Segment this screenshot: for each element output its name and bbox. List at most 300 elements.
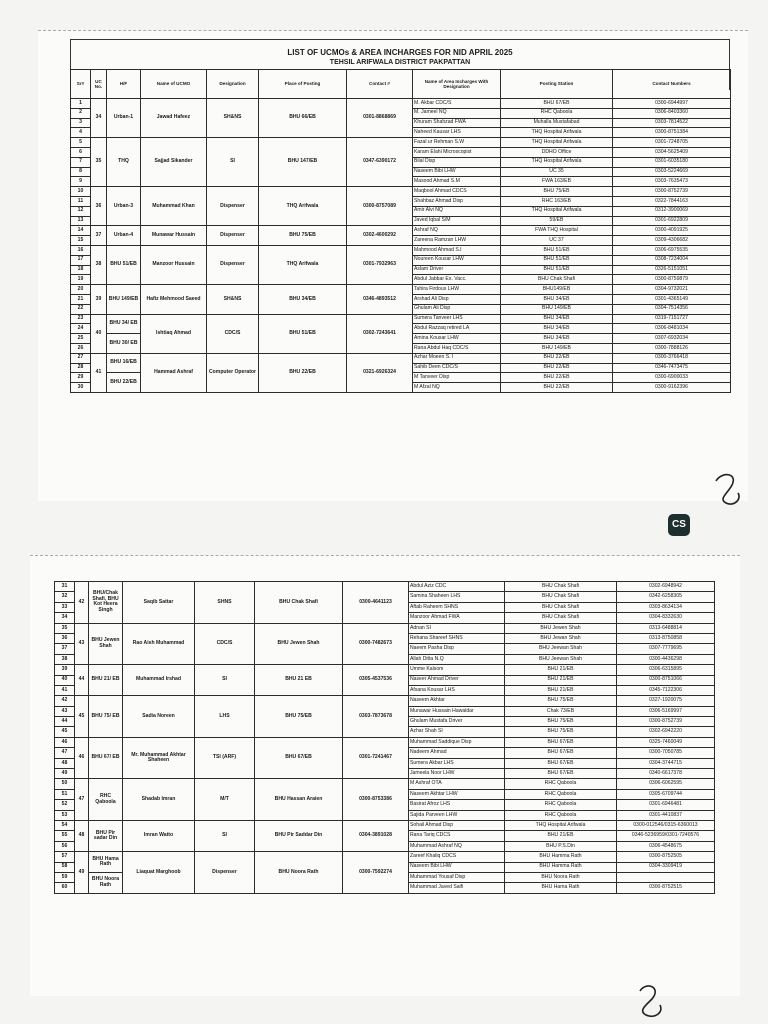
area-incharge-name: Ghulam Ali Disp	[413, 304, 501, 314]
serial-number: 41	[55, 685, 75, 695]
posting-station: BHU Hama Rath	[505, 883, 617, 893]
posting-station: BHU 21/EB	[505, 831, 617, 841]
serial-number: 45	[55, 727, 75, 737]
posting-station: RHC Qaboola	[501, 108, 613, 118]
camscanner-logo: CS	[668, 514, 690, 536]
contact-number: 0300-8752515	[617, 883, 715, 893]
posting-station: THQ Hospital Arifwala	[501, 128, 613, 138]
serial-number: 57	[55, 852, 75, 862]
serial-number: 29	[71, 373, 91, 383]
contact-number: 0326-5151051	[613, 265, 731, 275]
health-facility: BHU 75/ EB	[89, 696, 123, 738]
place-of-posting: BHU 75/EB	[259, 226, 347, 246]
posting-station: BHU 21/EB	[505, 675, 617, 685]
uc-number: 34	[91, 99, 107, 138]
posting-station: BHU Chak Shafi	[501, 275, 613, 285]
uc-number: 36	[91, 187, 107, 226]
contact-number: 0300-8759879	[613, 275, 731, 285]
health-facility: BHU Noora Rath	[89, 872, 123, 893]
ucmo-contact: 0302-4600292	[347, 226, 413, 246]
posting-station: THQ Hospital Arifwala	[505, 820, 617, 830]
serial-number: 38	[55, 654, 75, 664]
area-incharge-name: Rana Tariq CDCS	[409, 831, 505, 841]
scanned-page-1	[38, 30, 748, 501]
area-incharge-name: Aslam Driver	[413, 265, 501, 275]
health-facility: BHU 34/ EB	[107, 314, 141, 334]
serial-number: 11	[71, 196, 91, 206]
area-incharge-name: Afsana Kousar LHS	[409, 685, 505, 695]
area-incharge-name: Masood Ahmad S.M	[413, 177, 501, 187]
area-incharge-name: Samina Shaheen LHS	[409, 592, 505, 602]
posting-station: BHU 34/EB	[501, 324, 613, 334]
serial-number: 39	[55, 665, 75, 675]
posting-station: BHU 67/EB	[505, 769, 617, 779]
column-header: Name of Area Incharges With Designation	[413, 70, 501, 99]
posting-station: DDHO Office	[501, 147, 613, 157]
place-of-posting: BHU 21 EB	[255, 665, 343, 696]
serial-number: 12	[71, 206, 91, 216]
place-of-posting: BHU 75/EB	[255, 696, 343, 738]
area-incharge-name: Ghulam Mustafa Driver	[409, 717, 505, 727]
posting-station: UC 35	[501, 167, 613, 177]
serial-number: 49	[55, 769, 75, 779]
contact-number: 0306-6315895	[617, 665, 715, 675]
table-row	[71, 99, 731, 109]
ucmo-contact: 0300-4641123	[343, 582, 409, 624]
table-row	[55, 852, 715, 862]
contact-number: 0304-7514356	[613, 304, 731, 314]
contact-number: 0303-7814522	[613, 118, 731, 128]
place-of-posting: THQ Arifwala	[259, 245, 347, 284]
serial-number: 21	[71, 294, 91, 304]
contact-number: 0301-4365149	[613, 294, 731, 304]
contact-number: 0300-3766418	[613, 353, 731, 363]
posting-station: BHU 75/EB	[505, 717, 617, 727]
area-incharge-name: Muhammad Saddique Disp	[409, 737, 505, 747]
posting-station: BHU 149/EB	[501, 343, 613, 353]
area-incharge-name: Ashraf NQ	[413, 226, 501, 236]
ucmo-contact: 0347-6390172	[347, 138, 413, 187]
posting-station: RHC 163/EB	[501, 196, 613, 206]
ucmo-designation: SHNS	[195, 582, 255, 624]
ucmo-name: Liaquat Marghoob	[123, 852, 195, 894]
area-incharge-name: Sumera Tanveer LHS	[413, 314, 501, 324]
column-header: UC No.	[91, 70, 107, 99]
ucmo-name: Shadab Imran	[123, 779, 195, 821]
serial-number: 19	[71, 275, 91, 285]
posting-station: THQ Hospital Arifwala	[501, 138, 613, 148]
area-incharge-name: Karam Elahi Microscopist	[413, 147, 501, 157]
health-facility: THQ	[107, 138, 141, 187]
serial-number: 6	[71, 147, 91, 157]
contact-number: 0327-1920075	[617, 696, 715, 706]
posting-station: BHU 22/EB	[501, 363, 613, 373]
ucmo-name: Mr. Muhammad Akhtar Shaheen	[123, 737, 195, 779]
contact-number: 0302-6948942	[617, 582, 715, 592]
health-facility: BHU 30/ EB	[107, 334, 141, 354]
ucmo-designation: Dispenser	[195, 852, 255, 894]
serial-number: 56	[55, 841, 75, 851]
posting-station: BHU Chak Shafi	[505, 613, 617, 623]
serial-number: 2	[71, 108, 91, 118]
posting-station: 59/EB	[501, 216, 613, 226]
contact-number: 0306-8481034	[613, 324, 731, 334]
column-header: Posting Station	[501, 70, 613, 99]
uc-number: 43	[75, 623, 89, 665]
health-facility: BHU 21/ EB	[89, 665, 123, 696]
ucmo-designation: SH&NS	[207, 99, 259, 138]
health-facility: BHU 149/EB	[107, 285, 141, 314]
area-incharge-name: Sahib Deen CDC/S	[413, 363, 501, 373]
contact-number: 0325-7460049	[617, 737, 715, 747]
ucmo-contact: 0301-7932963	[347, 245, 413, 284]
area-incharge-name: Naeem Pasha Disp	[409, 644, 505, 654]
contact-number: 0304-5625409	[613, 147, 731, 157]
scanned-page-2	[30, 555, 740, 996]
table-row	[55, 696, 715, 706]
posting-station: RHC Qaboola	[505, 779, 617, 789]
area-incharge-name: Abdul Razzaq retired LA	[413, 324, 501, 334]
posting-station: BHU 22/EB	[501, 383, 613, 393]
area-incharge-name: Shahbaz Ahmad Disp	[413, 196, 501, 206]
table-row	[71, 187, 731, 197]
ucmo-contact: 0300-7482673	[343, 623, 409, 665]
posting-station: BHU 34/EB	[501, 314, 613, 324]
contact-number: 0304-3744715	[617, 758, 715, 768]
contact-number: 0305-6709744	[617, 789, 715, 799]
serial-number: 5	[71, 138, 91, 148]
contact-number: 0306-6062595	[617, 779, 715, 789]
area-incharge-name: Sumera Akbar LHS	[409, 758, 505, 768]
area-incharge-name: Abdul Aziz CDC	[409, 582, 505, 592]
table-row	[55, 623, 715, 633]
contact-number: 0300-012546/0315-6360013	[617, 820, 715, 830]
area-incharge-name: Jameela Noor LHW	[409, 769, 505, 779]
contact-number: 0300-8751384	[613, 128, 731, 138]
serial-number: 7	[71, 157, 91, 167]
serial-number: 16	[71, 245, 91, 255]
place-of-posting: BHU Noora Rath	[255, 852, 343, 894]
serial-number: 40	[55, 675, 75, 685]
column-header: Name of UCMO	[141, 70, 207, 99]
serial-number: 32	[55, 592, 75, 602]
serial-number: 48	[55, 758, 75, 768]
place-of-posting: BHU Hassan Araien	[255, 779, 343, 821]
area-incharge-name: M. Akbar CDC/S	[413, 99, 501, 109]
area-incharge-name: Umme Kalsom	[409, 665, 505, 675]
health-facility: RHC Qaboola	[89, 779, 123, 821]
uc-number: 37	[91, 226, 107, 246]
area-incharge-name: Naseem Bibi LHW	[413, 167, 501, 177]
document-title: LIST OF UCMOs & AREA INCHARGES FOR NID APRIL 2025	[287, 48, 513, 57]
area-incharge-name: Mahmood Ahmad S.I	[413, 245, 501, 255]
ucmo-designation: Dispenser	[207, 187, 259, 226]
serial-number: 50	[55, 779, 75, 789]
posting-station: BHU 75/EB	[505, 727, 617, 737]
uc-number: 45	[75, 696, 89, 738]
serial-number: 28	[71, 363, 91, 373]
serial-number: 36	[55, 633, 75, 643]
contact-number: 0313-8750858	[617, 633, 715, 643]
place-of-posting: BHU 66/EB	[259, 99, 347, 138]
ucmo-designation: Dispenser	[207, 226, 259, 246]
posting-station: BHU 67/EB	[505, 748, 617, 758]
column-header: Sr#	[71, 70, 91, 99]
contact-number: 0300-9162396	[613, 383, 731, 393]
contact-number: 0300-8752505	[617, 852, 715, 862]
posting-station: BHU Chak Shafi	[505, 602, 617, 612]
contact-number: 0301-4410837	[617, 810, 715, 820]
area-incharge-name: Fazal ur Rehman S.W	[413, 138, 501, 148]
uc-number: 39	[91, 285, 107, 314]
table-row	[55, 779, 715, 789]
contact-number: 0346-7473475	[613, 363, 731, 373]
contact-number: 0300-7050785	[617, 748, 715, 758]
area-incharge-name: Naseem Akhtar	[409, 696, 505, 706]
area-incharge-name: Allah Ditta N.Q	[409, 654, 505, 664]
ucmo-name: Imran Watto	[123, 820, 195, 851]
contact-number: 0307-7779695	[617, 644, 715, 654]
contact-number: 0301-6035180	[613, 157, 731, 167]
uc-number: 35	[91, 138, 107, 187]
area-incharge-name: Rehana Shareef SHNS	[409, 633, 505, 643]
health-facility: BHU Hama Rath	[89, 852, 123, 873]
serial-number: 43	[55, 706, 75, 716]
column-header: H/F	[107, 70, 141, 99]
contact-number: 0304-3309419	[617, 862, 715, 872]
posting-station: BHU 149/EB	[501, 304, 613, 314]
serial-number: 37	[55, 644, 75, 654]
place-of-posting: BHU 67/EB	[255, 737, 343, 779]
table-row	[55, 820, 715, 830]
column-header: Contact #	[347, 70, 413, 99]
contact-number: 0301-7248705	[613, 138, 731, 148]
health-facility: BHU/Chak Shafi, BHU Kot Heera Singh	[89, 582, 123, 624]
serial-number: 20	[71, 285, 91, 295]
ucmo-name: Muhammad Irshad	[123, 665, 195, 696]
uc-number: 42	[75, 582, 89, 624]
column-header: Designation	[207, 70, 259, 99]
table-row	[71, 138, 731, 148]
contact-number: 0346-5236959/0301-7240576	[617, 831, 715, 841]
contact-number: 0306-5169997	[617, 706, 715, 716]
serial-number: 47	[55, 748, 75, 758]
ucmo-contact: 0300-8753386	[343, 779, 409, 821]
posting-station: FWA 163/EB	[501, 177, 613, 187]
table-row	[55, 582, 715, 592]
area-incharge-name: M Ashraf OTA	[409, 779, 505, 789]
area-incharge-name: Munawar Hussain Hawaldar	[409, 706, 505, 716]
posting-station: THQ Hospital Arifwala	[501, 206, 613, 216]
contact-number: 0303-7635473	[613, 177, 731, 187]
area-incharge-name: Naseem Akhtar LHW	[409, 789, 505, 799]
ucmo-designation: SH&NS	[207, 285, 259, 314]
serial-number: 51	[55, 789, 75, 799]
contact-number: 0340-6617378	[617, 769, 715, 779]
serial-number: 4	[71, 128, 91, 138]
posting-station: BHU 51/EB	[501, 255, 613, 265]
serial-number: 60	[55, 883, 75, 893]
serial-number: 8	[71, 167, 91, 177]
ucmo-contact: 0303-7873678	[343, 696, 409, 738]
posting-station: Chak 73/EB	[505, 706, 617, 716]
ucmo-name: Sadia Noreen	[123, 696, 195, 738]
ucmo-contact: 0301-8868869	[347, 99, 413, 138]
area-incharge-name: M Tanveer Disp	[413, 373, 501, 383]
contact-number: 0303-8634134	[617, 602, 715, 612]
ucmo-contact: 0346-4893512	[347, 285, 413, 314]
ucmo-contact: 0305-4537536	[343, 665, 409, 696]
ucmo-name: Muhammad Khan	[141, 187, 207, 226]
ucmo-designation: M/T	[195, 779, 255, 821]
ucmo-name: Rao Aish Muhammad	[123, 623, 195, 665]
ucmo-name: Hafiz Mehmood Saeed	[141, 285, 207, 314]
serial-number: 30	[71, 383, 91, 393]
serial-number: 26	[71, 343, 91, 353]
contact-number: 0307-6932034	[613, 334, 731, 344]
ucmo-table-page-1	[70, 69, 731, 393]
posting-station: BHU 67/EB	[505, 758, 617, 768]
table-row	[71, 314, 731, 324]
posting-station: BHU P.S.Din	[505, 841, 617, 851]
area-incharge-name: Javed Iqbal S/M	[413, 216, 501, 226]
area-incharge-name: Zareef Khaliq CDCS	[409, 852, 505, 862]
posting-station: RHC Qaboola	[505, 800, 617, 810]
posting-station: BHU Jewen Shah	[505, 623, 617, 633]
posting-station: Muhalla Mustafabad	[501, 118, 613, 128]
posting-station: BHU 75/EB	[505, 696, 617, 706]
serial-number: 24	[71, 324, 91, 334]
contact-number: 0306-8403360	[613, 108, 731, 118]
table-row	[71, 285, 731, 295]
posting-station: BHU 34/EB	[501, 294, 613, 304]
ucmo-contact: 0300-7592274	[343, 852, 409, 894]
serial-number: 53	[55, 810, 75, 820]
area-incharge-name: Manzoor Ahmad FWA	[409, 613, 505, 623]
health-facility: BHU 51/EB	[107, 245, 141, 284]
ucmo-contact: 0321-6926324	[347, 353, 413, 392]
posting-station: BHU 51/EB	[501, 265, 613, 275]
contact-number: 0300-4436298	[617, 654, 715, 664]
posting-station: BHU149/EB	[501, 285, 613, 295]
serial-number: 14	[71, 226, 91, 236]
area-incharge-name: Arshad Ali Disp	[413, 294, 501, 304]
serial-number: 3	[71, 118, 91, 128]
contact-number: 0345-7122306	[617, 685, 715, 695]
place-of-posting: BHU 34/EB	[259, 285, 347, 314]
table-row	[55, 737, 715, 747]
ucmo-designation: SI	[195, 820, 255, 851]
serial-number: 33	[55, 602, 75, 612]
contact-number: 0302-6942220	[617, 727, 715, 737]
contact-number: 0319-7151727	[613, 314, 731, 324]
area-incharge-name: M. Jameel NQ	[413, 108, 501, 118]
document-subtitle: TEHSIL ARIFWALA DISTRICT PAKPATTAN	[329, 59, 471, 66]
serial-number: 1	[71, 99, 91, 109]
area-incharge-name: Rana Abdul Haq CDC/S	[413, 343, 501, 353]
area-incharge-name: Naheed Kausar LHS	[413, 128, 501, 138]
signature-mark	[708, 469, 748, 509]
serial-number: 58	[55, 862, 75, 872]
uc-number: 47	[75, 779, 89, 821]
serial-number: 10	[71, 187, 91, 197]
serial-number: 34	[55, 613, 75, 623]
ucmo-table-page-2	[54, 581, 715, 894]
uc-number: 40	[91, 314, 107, 353]
contact-number: 0303-5224669	[613, 167, 731, 177]
area-incharge-name: Noureen Kousar LHW	[413, 255, 501, 265]
serial-number: 35	[55, 623, 75, 633]
place-of-posting: BHU Jewen Shah	[255, 623, 343, 665]
ucmo-name: Ishtiaq Ahmad	[141, 314, 207, 353]
area-incharge-name: Tahira Firdous LHW	[413, 285, 501, 295]
place-of-posting: BHU Pir Saddar Din	[255, 820, 343, 851]
posting-station: BHU 21/EB	[505, 685, 617, 695]
area-incharge-name: Azhar Shah SI	[409, 727, 505, 737]
area-incharge-name: Amina Kousar LHW	[413, 334, 501, 344]
area-incharge-name: Naseem Bibi LHW	[409, 862, 505, 872]
contact-number: 0313-6488814	[617, 623, 715, 633]
ucmo-designation: Dispenser	[207, 245, 259, 284]
ucmo-designation: SI	[195, 665, 255, 696]
health-facility: BHU Pir sadar Din	[89, 820, 123, 851]
contact-number: 0301-6922809	[613, 216, 731, 226]
contact-number: 0306-4548675	[617, 841, 715, 851]
signature-mark	[630, 981, 670, 1021]
table-row	[71, 226, 731, 236]
posting-station: BHU 21/EB	[505, 665, 617, 675]
serial-number: 23	[71, 314, 91, 324]
contact-number: 0322-7844163	[613, 196, 731, 206]
contact-number	[617, 872, 715, 882]
serial-number: 18	[71, 265, 91, 275]
health-facility: BHU 22/EB	[107, 373, 141, 393]
place-of-posting: THQ Arifwala	[259, 187, 347, 226]
health-facility: Urban-4	[107, 226, 141, 246]
serial-number: 9	[71, 177, 91, 187]
ucmo-contact: 0304-3891028	[343, 820, 409, 851]
posting-station: BHU Hamma Rath	[505, 862, 617, 872]
contact-number: 0304-8332630	[617, 613, 715, 623]
place-of-posting: BHU 51/EB	[259, 314, 347, 353]
area-incharge-name: Azhar Moeen S. I	[413, 353, 501, 363]
serial-number: 52	[55, 800, 75, 810]
ucmo-name: Jawad Hafeez	[141, 99, 207, 138]
table-row	[71, 245, 731, 255]
uc-number: 48	[75, 820, 89, 851]
posting-station: UC 37	[501, 236, 613, 246]
serial-number: 31	[55, 582, 75, 592]
area-incharge-name: Maqbool Ahmad CDCS	[413, 187, 501, 197]
serial-number: 22	[71, 304, 91, 314]
ucmo-designation: Computer Operator	[207, 353, 259, 392]
place-of-posting: BHU Chak Shafi	[255, 582, 343, 624]
serial-number: 46	[55, 737, 75, 747]
ucmo-name: Munawar Hussain	[141, 226, 207, 246]
serial-number: 17	[71, 255, 91, 265]
uc-number: 46	[75, 737, 89, 779]
table-row	[71, 353, 731, 363]
area-incharge-name: Muhammad Yousaf Disp	[409, 872, 505, 882]
serial-number: 27	[71, 353, 91, 363]
posting-station: BHU Chak Shafi	[505, 592, 617, 602]
contact-number: 0300-6944997	[613, 99, 731, 109]
uc-number: 41	[91, 353, 107, 392]
contact-number: 0300-8751066	[617, 675, 715, 685]
posting-station: BHU 75/EB	[501, 187, 613, 197]
contact-number: 0300-6900033	[613, 373, 731, 383]
contact-number: 0304-9732021	[613, 285, 731, 295]
